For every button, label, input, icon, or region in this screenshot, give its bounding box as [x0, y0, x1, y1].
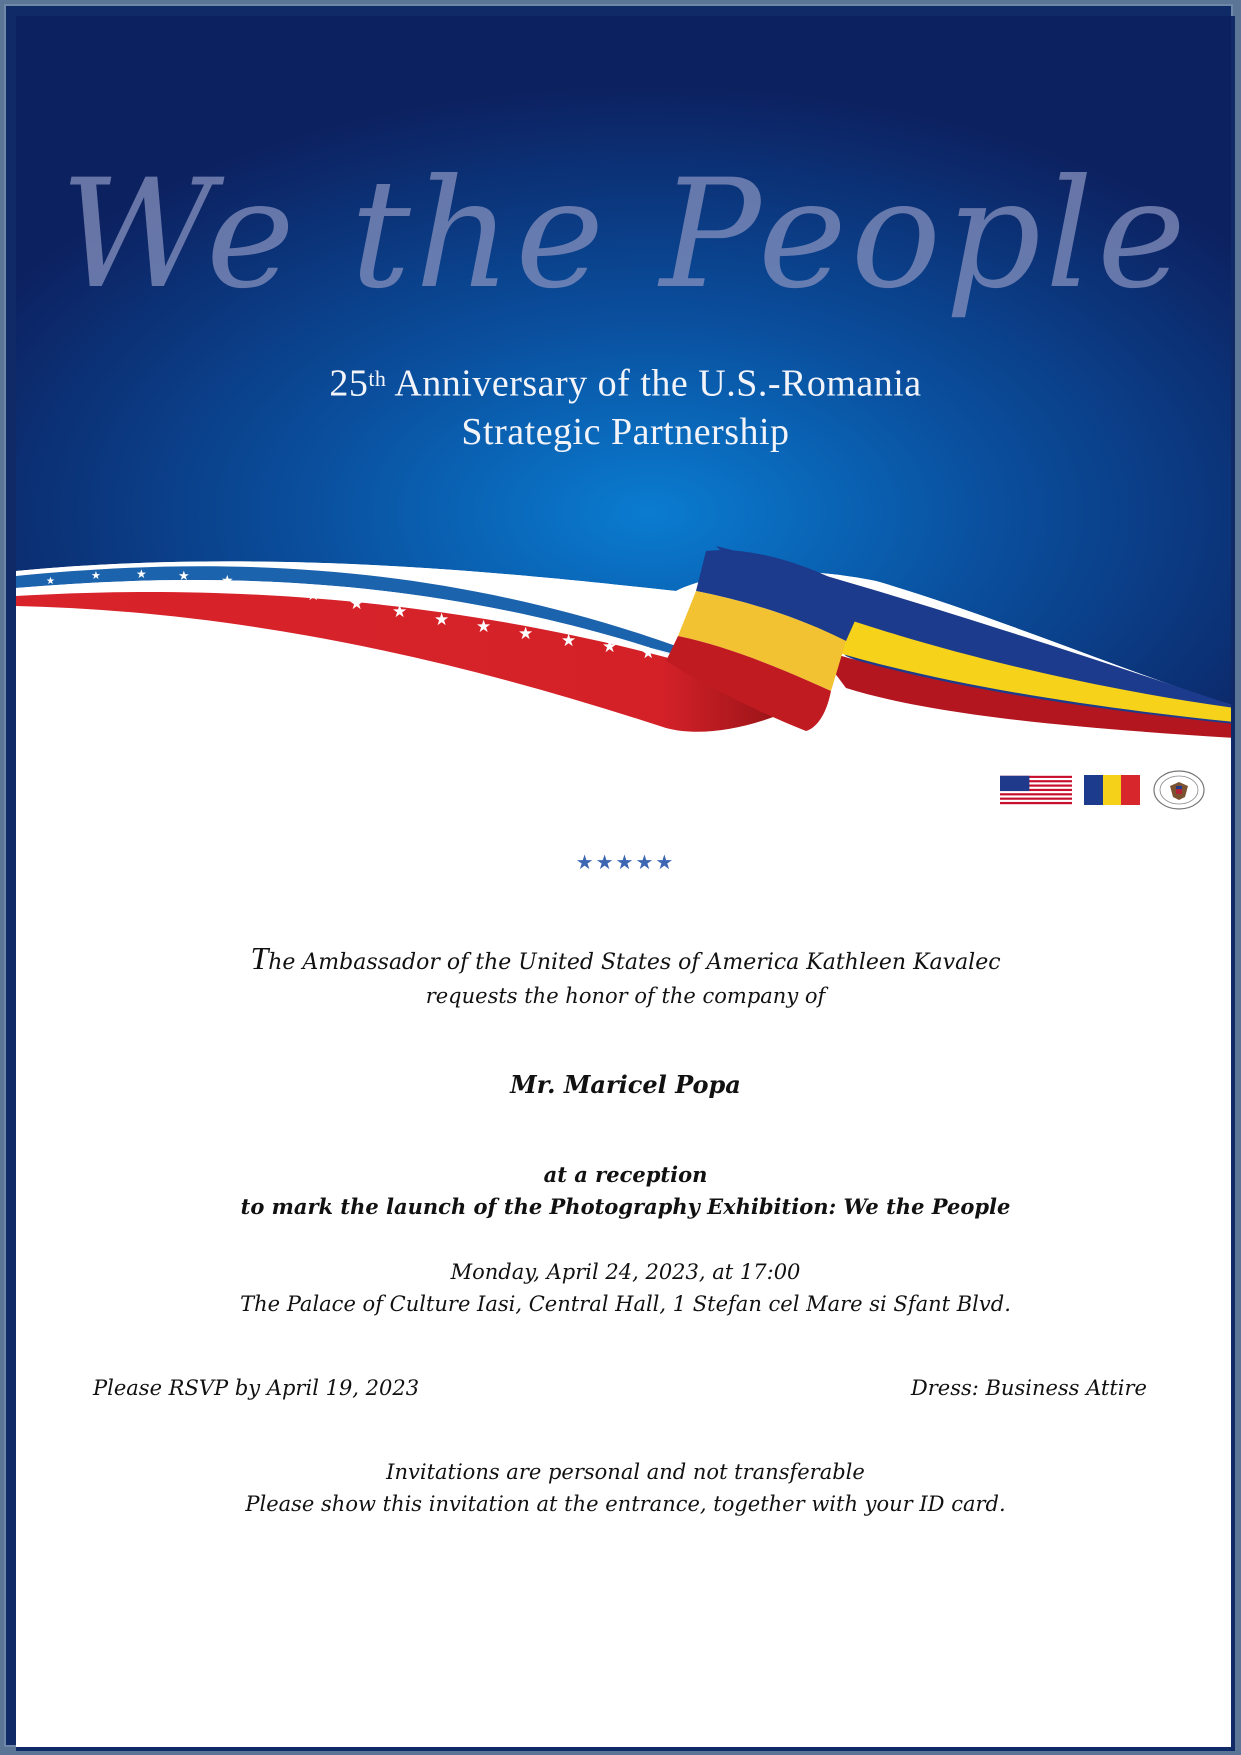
event-title-line2: Strategic Partnership [461, 410, 790, 453]
request-line: requests the honor of the company of [425, 984, 826, 1008]
svg-text:★: ★ [349, 594, 365, 614]
event-date-time: Monday, April 24, 2023, at 17:00 [450, 1260, 801, 1284]
svg-text:★: ★ [602, 637, 618, 657]
svg-text:★: ★ [221, 573, 234, 589]
entrance-note: Please show this invitation at the entrance, together with your ID card. [245, 1492, 1006, 1516]
logo-strip [1000, 770, 1206, 810]
svg-text:★: ★ [136, 567, 147, 581]
decorative-stars: ★★★★★ [575, 850, 676, 874]
dress-code: Dress: Business Attire [910, 1376, 1147, 1400]
svg-text:★: ★ [178, 569, 190, 584]
svg-text:★: ★ [476, 617, 492, 637]
event-title [16, 351, 1235, 456]
host-line-text: he Ambassador of the United States of America Kathleen Kavalec [268, 950, 1001, 975]
guest-name: Mr. Maricel Popa [510, 1070, 741, 1099]
romania-flag-icon [1084, 775, 1140, 805]
svg-text:★: ★ [91, 569, 101, 582]
host-line [16, 940, 1235, 977]
invitation-card [16, 16, 1235, 1751]
svg-text:★: ★ [518, 624, 534, 644]
rsvp-deadline: Please RSVP by April 19, 2023 [93, 1376, 420, 1400]
personal-note: Invitations are personal and not transferable [386, 1460, 865, 1484]
title-number: 25 [329, 362, 369, 405]
host-initial: T [250, 940, 269, 976]
us-flag-icon [1000, 775, 1072, 805]
svg-text:★: ★ [561, 631, 577, 651]
svg-text:★: ★ [306, 585, 321, 604]
reception-line-1: at a reception [543, 1162, 708, 1187]
reception-line-2: to mark the launch of the Photography Exhibition: We the People [240, 1194, 1011, 1219]
header-banner [16, 16, 1235, 756]
svg-text:★: ★ [434, 610, 450, 630]
title-line1-text: Anniversary of the U.S.-Romania [386, 362, 922, 405]
title-superscript: th [368, 366, 387, 391]
svg-text:★: ★ [46, 576, 55, 587]
event-title-line1 [16, 351, 1235, 408]
svg-text:★: ★ [392, 602, 408, 622]
svg-text:★: ★ [264, 578, 278, 596]
invitation-frame [4, 4, 1233, 1747]
watermark-text: We the People [60, 148, 1190, 322]
event-venue: The Palace of Culture Iasi, Central Hall, 1 Stefan cel Mare si Sfant Blvd. [240, 1292, 1011, 1316]
embassy-seal-icon [1152, 770, 1206, 810]
svg-text:★: ★ [641, 643, 656, 662]
